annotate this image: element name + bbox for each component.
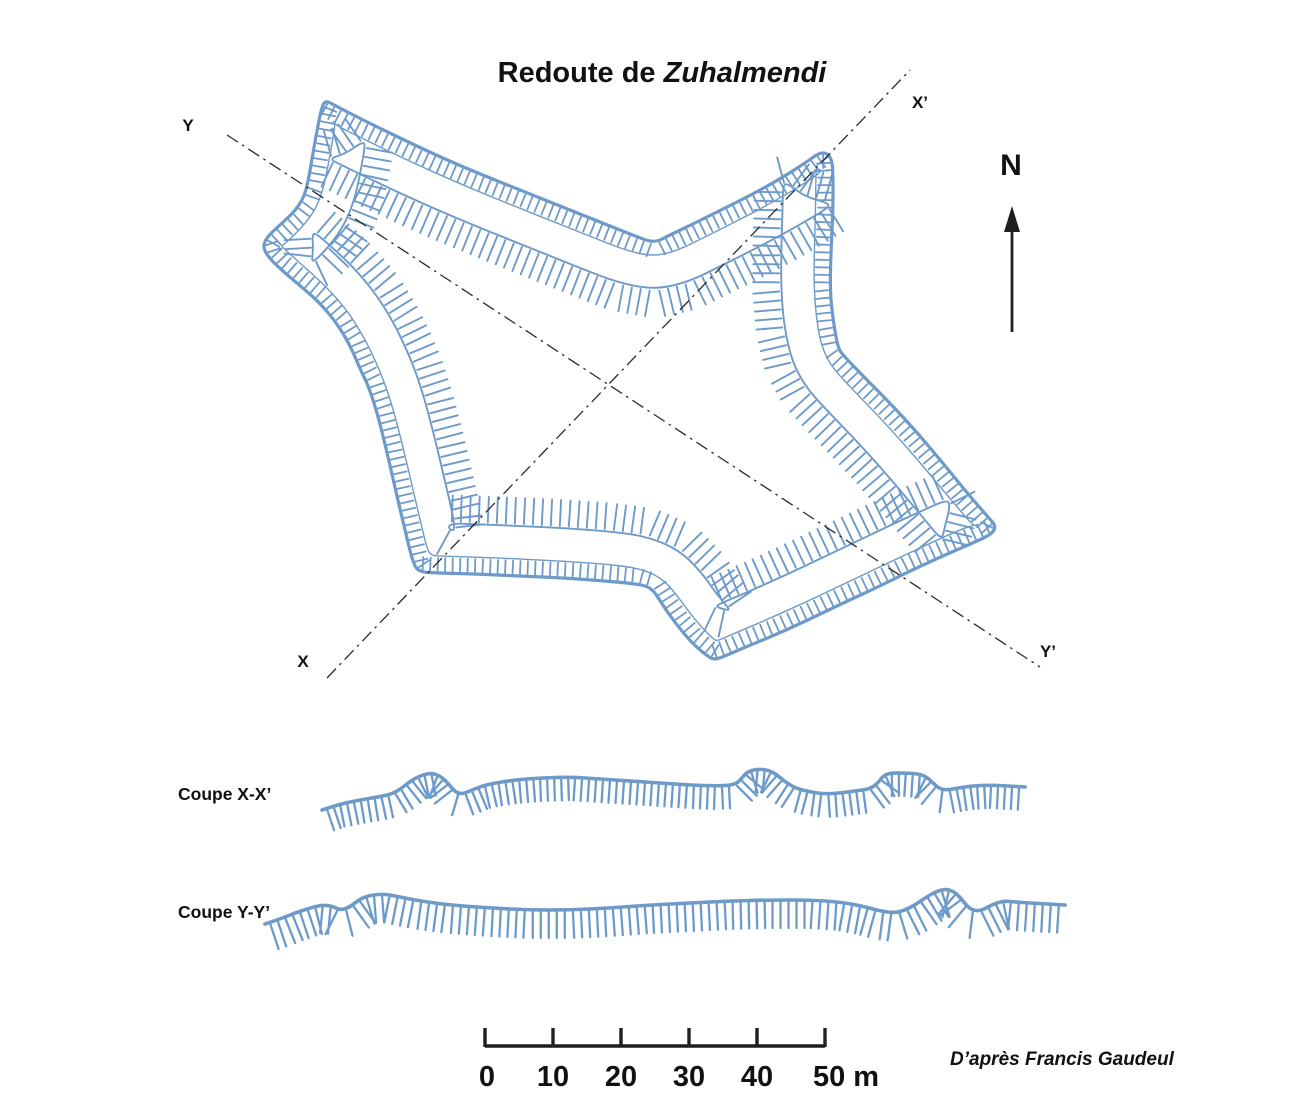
scale-label-50m: 50 m (812, 1061, 880, 1093)
north-label: N (1000, 149, 1022, 182)
cut-line-x-xprime (327, 70, 910, 678)
coupe-yy-profile-hachures (270, 892, 1058, 949)
parapet-ring-hachures (285, 119, 976, 636)
coupe-yy-label: Coupe Y-Y’ (178, 902, 271, 922)
section-line-label-y-prime: Y’ (1039, 642, 1057, 661)
section-line-label-x: X (297, 652, 309, 671)
page-title (498, 57, 828, 89)
page-title-name: Zuhalmendi (663, 57, 827, 89)
generated-drawing (227, 70, 1065, 1047)
scale-label-20: 20 (604, 1061, 638, 1093)
scale-label-0: 0 (478, 1061, 496, 1093)
page-title-prefix: Redoute de (497, 57, 664, 89)
section-line-label-y: Y (182, 116, 194, 135)
scale-label-30: 30 (672, 1061, 706, 1093)
section-line-label-x-prime: X’ (911, 93, 929, 112)
scale-label-40: 40 (740, 1061, 774, 1093)
credit-text: D’après Francis Gaudeul (950, 1049, 1174, 1070)
north-arrow-head (1004, 206, 1020, 232)
cut-line-y-yprime (227, 135, 1040, 667)
coupe-xx-label: Coupe X-X’ (178, 784, 272, 804)
coupe-xx-profile-hachures (327, 771, 1019, 830)
scale-label-10: 10 (536, 1061, 570, 1093)
